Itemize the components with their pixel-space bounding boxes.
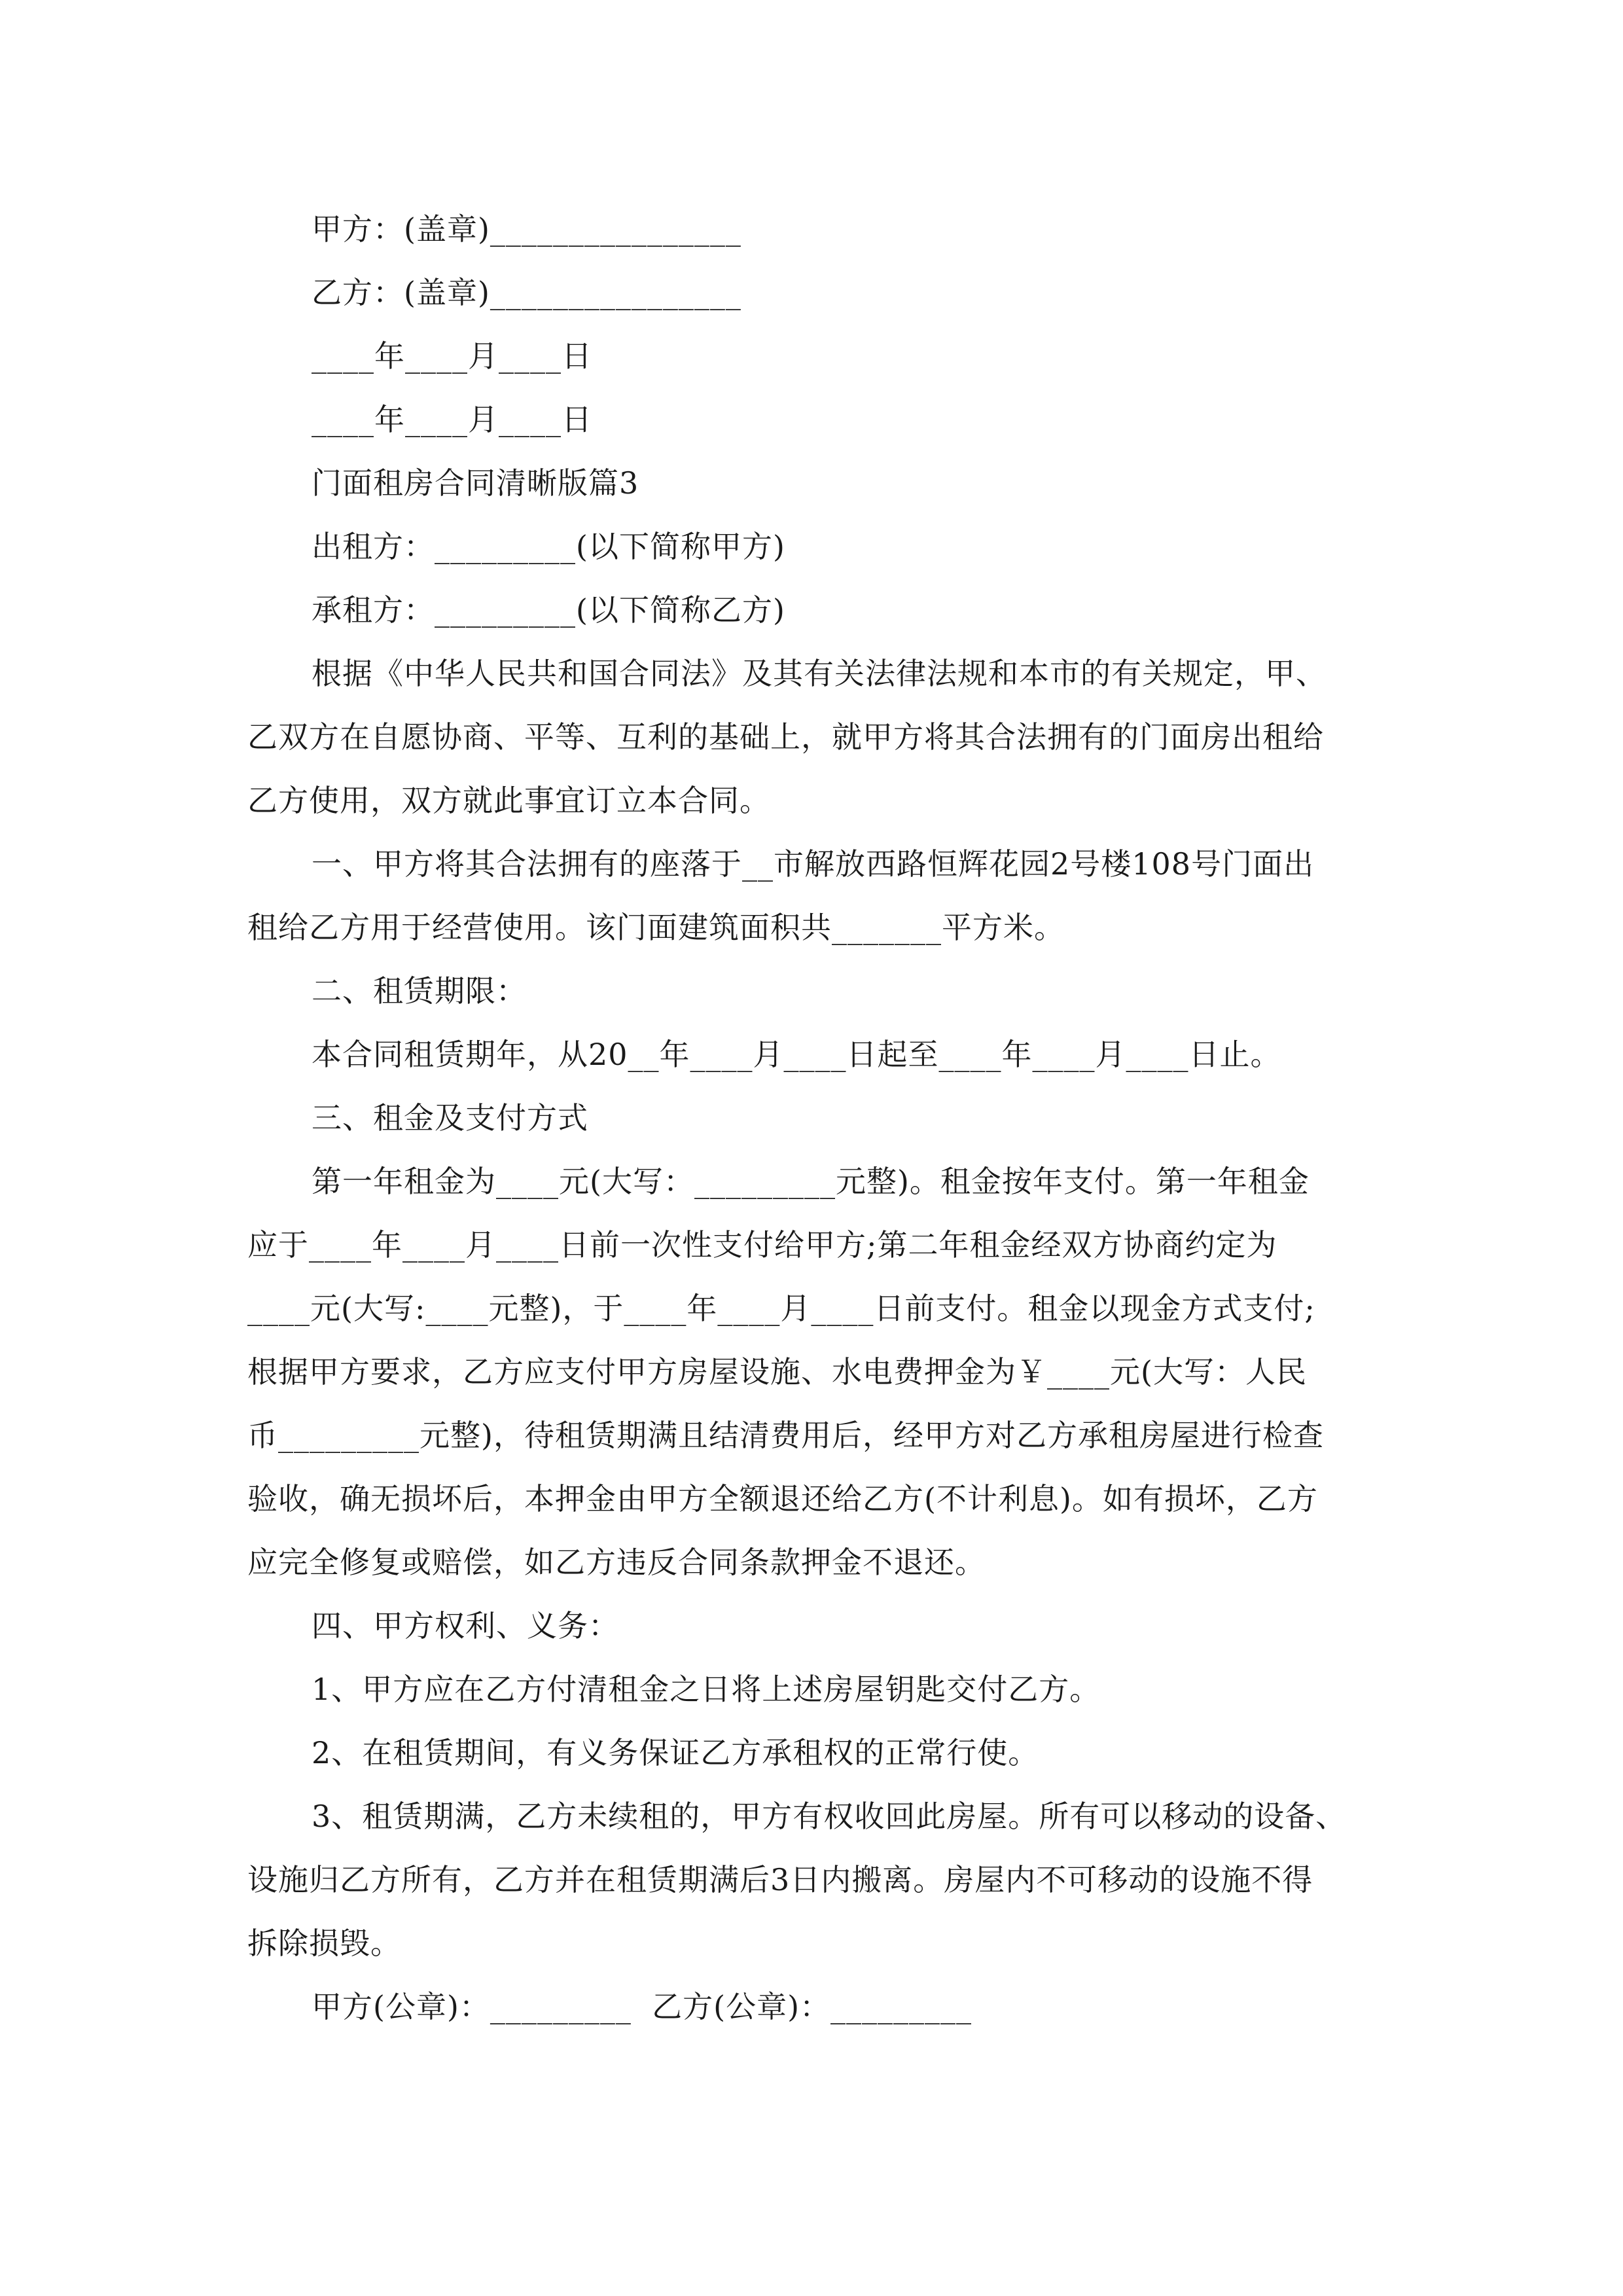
paragraph-line: 拆除损毁。 [247,1926,401,1961]
signature-line-party-a: 甲方：(盖章)________________ [312,211,741,247]
signature-footer: 甲方(公章)：_________ 乙方(公章)：_________ [312,1989,972,2024]
paragraph-line: 本合同租赁期年，从20__年____月____日起至____年____月____日止。 [312,1037,1281,1072]
lessee-line: 承租方：_________(以下简称乙方) [312,592,785,628]
paragraph-line: 币_________元整)，待租赁期满且结清费用后，经甲方对乙方承租房屋进行检查 [247,1418,1324,1453]
paragraph-line: 应于____年____月____日前一次性支付给甲方;第二年租金经双方协商约定为 [247,1227,1277,1263]
paragraph-line: 乙方使用，双方就此事宜订立本合同。 [247,783,770,818]
paragraph-line: 验收，确无损坏后，本押金由甲方全额退还给乙方(不计利息)。如有损坏，乙方 [247,1481,1318,1516]
paragraph-line: ____元(大写:____元整)，于____年____月____日前支付。租金以现金方式支付; [247,1291,1315,1326]
paragraph-line: 应完全修复或赔偿，如乙方违反合同条款押金不退还。 [247,1545,986,1580]
paragraph-line: 根据甲方要求，乙方应支付甲方房屋设施、水电费押金为￥____元(大写：人民 [247,1354,1307,1390]
date-line: ____年____月____日 [312,338,592,374]
date-line: ____年____月____日 [312,402,592,437]
clause-heading: 四、甲方权利、义务： [312,1608,619,1643]
paragraph-line: 第一年租金为____元(大写：_________元整)。租金按年支付。第一年租金 [312,1164,1310,1199]
paragraph-line: 设施归乙方所有，乙方并在租赁期满后3日内搬离。房屋内不可移动的设施不得 [247,1862,1313,1897]
paragraph-line: 乙双方在自愿协商、平等、互利的基础上，就甲方将其合法拥有的门面房出租给 [247,719,1324,755]
section-title: 门面租房合同清晰版篇3 [312,465,639,501]
signature-line-party-b: 乙方：(盖章)________________ [312,275,741,310]
clause-heading: 三、租金及支付方式 [312,1100,588,1136]
paragraph-line: 一、甲方将其合法拥有的座落于__市解放西路恒辉花园2号楼108号门面出 [312,846,1315,882]
list-item: 1、甲方应在乙方付清租金之日将上述房屋钥匙交付乙方。 [312,1672,1101,1707]
lessor-line: 出租方：_________(以下简称甲方) [312,529,785,564]
list-item: 3、租赁期满，乙方未续租的，甲方有权收回此房屋。所有可以移动的设备、 [312,1799,1347,1834]
paragraph-line: 根据《中华人民共和国合同法》及其有关法律法规和本市的有关规定，甲、 [312,656,1327,691]
list-item: 2、在租赁期间，有义务保证乙方承租权的正常行使。 [312,1735,1039,1770]
paragraph-line: 租给乙方用于经营使用。该门面建筑面积共_______平方米。 [247,910,1065,945]
clause-heading: 二、租赁期限： [312,973,527,1009]
